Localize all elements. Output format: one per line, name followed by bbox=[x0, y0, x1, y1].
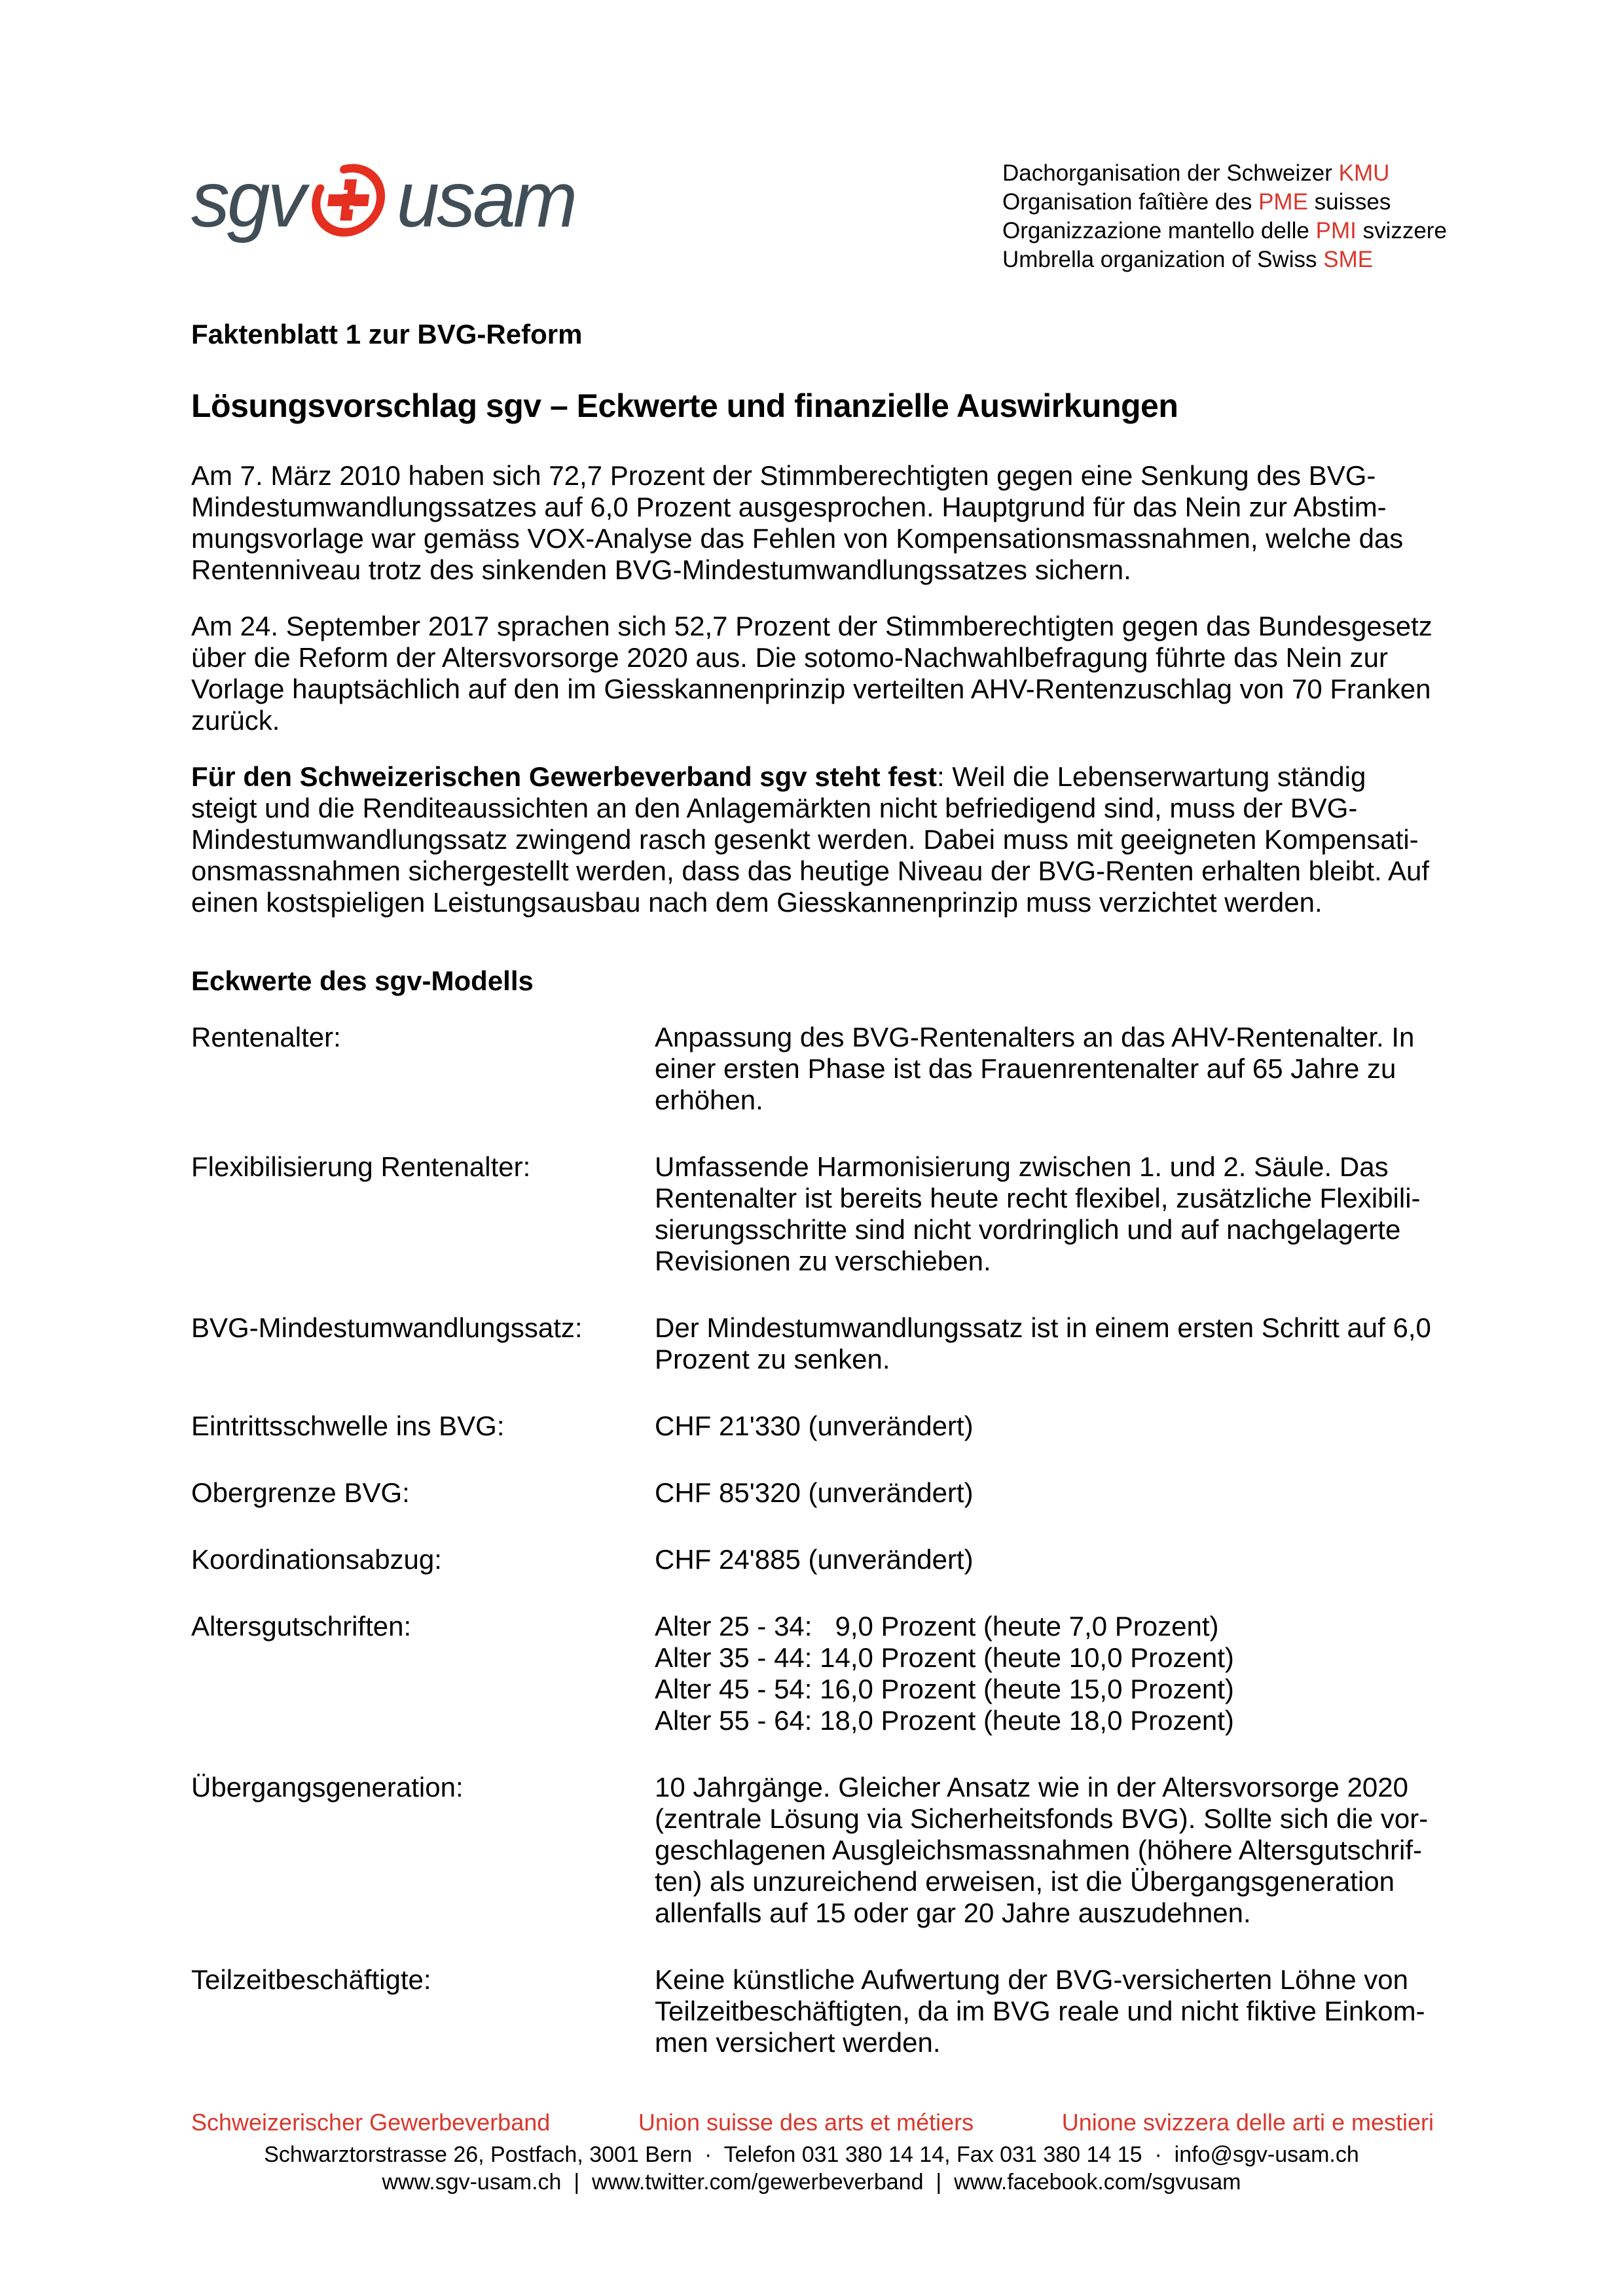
paragraph bbox=[191, 460, 1434, 586]
organisation-line-text: suisses bbox=[1307, 189, 1391, 215]
table-row-value bbox=[655, 1964, 1434, 2058]
table-value-line: geschlagenen Ausgleichsmassnahmen (höhere Altersgutschrif- bbox=[655, 1835, 1423, 1865]
table-value-line: ten) als unzureichend erweisen, ist die Übergangsgeneration bbox=[655, 1866, 1395, 1897]
table-row-label: Flexibilisierung Rentenalter: bbox=[191, 1151, 531, 1182]
footer-web-line: www.sgv-usam.ch | www.twitter.com/gewerbeverband | www.facebook.com/sgvusam bbox=[382, 2170, 1241, 2195]
table-value-line: allenfalls auf 15 oder gar 20 Jahre auszudehnen. bbox=[655, 1897, 1251, 1928]
section-heading: Eckwerte des sgv-Modells bbox=[191, 965, 534, 996]
footer-organisation-name: Unione svizzera delle arti e mestieri bbox=[1061, 2109, 1434, 2136]
table-row-value bbox=[655, 1544, 1434, 1575]
organisation-line-text: Organisation faîtière des bbox=[1002, 189, 1259, 215]
table-row-label: Rentenalter: bbox=[191, 1022, 341, 1052]
page-title: Lösungsvorschlag sgv – Eckwerte und finanzielle Auswirkungen bbox=[191, 387, 1178, 424]
table-row bbox=[191, 1544, 1434, 1575]
organisation-line bbox=[1002, 159, 1447, 188]
table-value-line: Revisionen zu verschieben. bbox=[655, 1246, 991, 1276]
table-row-value bbox=[655, 1611, 1434, 1736]
organisation-acronym: PMI bbox=[1315, 218, 1357, 243]
organisation-description-block bbox=[1002, 159, 1447, 274]
table-value-line: 10 Jahrgänge. Gleicher Ansatz wie in der Altersvorsorge 2020 bbox=[655, 1772, 1409, 1803]
swiss-cross-circle-icon bbox=[304, 158, 397, 241]
table-row-label: Koordinationsabzug: bbox=[191, 1544, 442, 1575]
table-row-value bbox=[655, 1410, 1434, 1442]
organisation-line-text: svizzere bbox=[1356, 218, 1447, 243]
footer-organisation-name: Schweizerischer Gewerbeverband bbox=[191, 2109, 551, 2136]
table-row-label: Eintrittsschwelle ins BVG: bbox=[191, 1410, 505, 1441]
table-value-line: erhöhen. bbox=[655, 1085, 763, 1115]
body-paragraphs bbox=[191, 460, 1434, 918]
table-row bbox=[191, 1772, 1434, 1929]
organisation-line bbox=[1002, 245, 1447, 274]
table-value-line: men versichert werden. bbox=[655, 2027, 941, 2058]
organisation-line bbox=[1002, 188, 1447, 217]
paragraph-line: Mindestumwandlungssatz zwingend rasch gesenkt werden. Dabei muss mit geeigneten Kompensati- bbox=[191, 824, 1419, 855]
table-value-line: Umfassende Harmonisierung zwischen 1. und 2. Säule. Das bbox=[655, 1151, 1389, 1182]
paragraph-line: einen kostspieligen Leistungsausbau nach dem Giesskannenprinzip muss verzichtet werden. bbox=[191, 887, 1322, 918]
organisation-line-text: Dachorganisation der Schweizer bbox=[1002, 160, 1339, 186]
organisation-acronym: SME bbox=[1323, 247, 1374, 272]
document-body bbox=[191, 319, 1434, 2058]
table-row-label: Übergangsgeneration: bbox=[191, 1772, 464, 1803]
paragraph-line bbox=[191, 761, 1434, 793]
table-value-line: Prozent zu senken. bbox=[655, 1344, 890, 1374]
table-row-value bbox=[655, 1312, 1434, 1375]
table-value-line: Alter 25 - 34: 9,0 Prozent (heute 7,0 Prozent) bbox=[655, 1611, 1219, 1641]
footer-organisation-names bbox=[191, 2109, 1434, 2136]
organisation-acronym: KMU bbox=[1338, 160, 1390, 186]
logo-text-sgv: sgv bbox=[191, 155, 304, 244]
table-row bbox=[191, 1410, 1434, 1442]
organisation-acronym: PME bbox=[1258, 189, 1308, 215]
table-row-value bbox=[655, 1477, 1434, 1509]
paragraph-line: Rentenniveau trotz des sinkenden BVG-Mindestumwandlungssatzes sichern. bbox=[191, 554, 1131, 585]
table-row bbox=[191, 1312, 1434, 1375]
table-row bbox=[191, 1151, 1434, 1277]
table-value-line: Alter 55 - 64: 18,0 Prozent (heute 18,0 Prozent) bbox=[655, 1705, 1234, 1736]
table-value-line: Alter 45 - 54: 16,0 Prozent (heute 15,0 Prozent) bbox=[655, 1674, 1234, 1704]
table-value-line: Rentenalter ist bereits heute recht flexibel, zusätzliche Flexibili- bbox=[655, 1183, 1421, 1213]
table-value-line: Alter 35 - 44: 14,0 Prozent (heute 10,0 Prozent) bbox=[655, 1642, 1234, 1673]
table-row-value bbox=[655, 1022, 1434, 1116]
table-value-line: Keine künstliche Aufwertung der BVG-versicherten Löhne von bbox=[655, 1964, 1409, 1995]
table-row-label: Altersgutschriften: bbox=[191, 1611, 412, 1641]
paragraph-line: Mindestumwandlungssatzes auf 6,0 Prozent ausgesprochen. Hauptgrund für das Nein zur Abstim- bbox=[191, 492, 1387, 522]
paragraph-line: onsmassnahmen sichergestellt werden, dass das heutige Niveau der BVG-Renten erhalten bleibt. Auf bbox=[191, 855, 1430, 886]
paragraph-line: zurück. bbox=[191, 705, 280, 736]
organisation-line-text: Organizzazione mantello delle bbox=[1002, 218, 1316, 243]
table-value-line: Teilzeitbeschäftigten, da im BVG reale und nicht fiktive Einkom- bbox=[655, 1996, 1425, 2026]
table-row bbox=[191, 1964, 1434, 2058]
paragraph-line: Am 7. März 2010 haben sich 72,7 Prozent der Stimmberechtigten gegen eine Senkung des BVG- bbox=[191, 460, 1376, 491]
table-value-line: CHF 21'330 (unverändert) bbox=[655, 1410, 974, 1441]
table-value-line: Der Mindestumwandlungssatz ist in einem ersten Schritt auf 6,0 bbox=[655, 1312, 1431, 1343]
table-row-label: Teilzeitbeschäftigte: bbox=[191, 1964, 431, 1995]
table-value-line: Anpassung des BVG-Rentenalters an das AHV-Rentenalter. In bbox=[655, 1022, 1415, 1052]
paragraph bbox=[191, 761, 1434, 918]
table-value-line: einer ersten Phase ist das Frauenrentenalter auf 65 Jahre zu bbox=[655, 1053, 1396, 1084]
paragraph-line: mungsvorlage war gemäss VOX-Analyse das Fehlen von Kompensationsmassnahmen, welche das bbox=[191, 523, 1404, 554]
table-row bbox=[191, 1022, 1434, 1116]
organisation-line bbox=[1002, 217, 1447, 245]
sgv-usam-logo bbox=[191, 155, 575, 244]
table-row-label: Obergrenze BVG: bbox=[191, 1477, 410, 1508]
logo-text-usam: usam bbox=[396, 155, 575, 244]
table-row bbox=[191, 1477, 1434, 1509]
document-subtitle: Faktenblatt 1 zur BVG-Reform bbox=[191, 319, 583, 350]
table-row-label: BVG-Mindestumwandlungssatz: bbox=[191, 1312, 583, 1343]
table-row-value bbox=[655, 1151, 1434, 1277]
paragraph bbox=[191, 611, 1434, 736]
paragraph-line: Vorlage hauptsächlich auf den im Giesskannenprinzip verteilten AHV-Rentenzuschlag von 70 Franken bbox=[191, 673, 1431, 704]
eckwerte-table bbox=[191, 1022, 1434, 2058]
paragraph-bold-lead: Für den Schweizerischen Gewerbeverband sgv steht fest bbox=[191, 761, 938, 792]
paragraph-line: steigt und die Renditeaussichten an den Anlagemärkten nicht befriedigend sind, muss der BVG- bbox=[191, 793, 1358, 823]
paragraph-line: über die Reform der Altersvorsorge 2020 aus. Die sotomo-Nachwahlbefragung führte das Nein zur bbox=[191, 642, 1388, 673]
table-row-value bbox=[655, 1772, 1434, 1929]
footer-address-line: Schwarztorstrasse 26, Postfach, 3001 Bern · Telefon 031 380 14 14, Fax 031 380 14 15 · info@sgv-usam.ch bbox=[264, 2142, 1359, 2167]
table-value-line: CHF 24'885 (unverändert) bbox=[655, 1544, 974, 1575]
footer-organisation-name: Union suisse des arts et métiers bbox=[638, 2109, 974, 2136]
table-value-line: CHF 85'320 (unverändert) bbox=[655, 1477, 974, 1508]
table-value-line: (zentrale Lösung via Sicherheitsfonds BVG). Sollte sich die vor- bbox=[655, 1803, 1429, 1834]
paragraph-line-text: : Weil die Lebenserwartung ständig bbox=[937, 761, 1366, 792]
table-value-line: sierungsschritte sind nicht vordringlich und auf nachgelagerte bbox=[655, 1214, 1401, 1245]
paragraph-line: Am 24. September 2017 sprachen sich 52,7 Prozent der Stimmberechtigten gegen das Bundesgesetz bbox=[191, 611, 1432, 641]
table-row bbox=[191, 1611, 1434, 1736]
organisation-line-text: Umbrella organization of Swiss bbox=[1002, 247, 1324, 272]
